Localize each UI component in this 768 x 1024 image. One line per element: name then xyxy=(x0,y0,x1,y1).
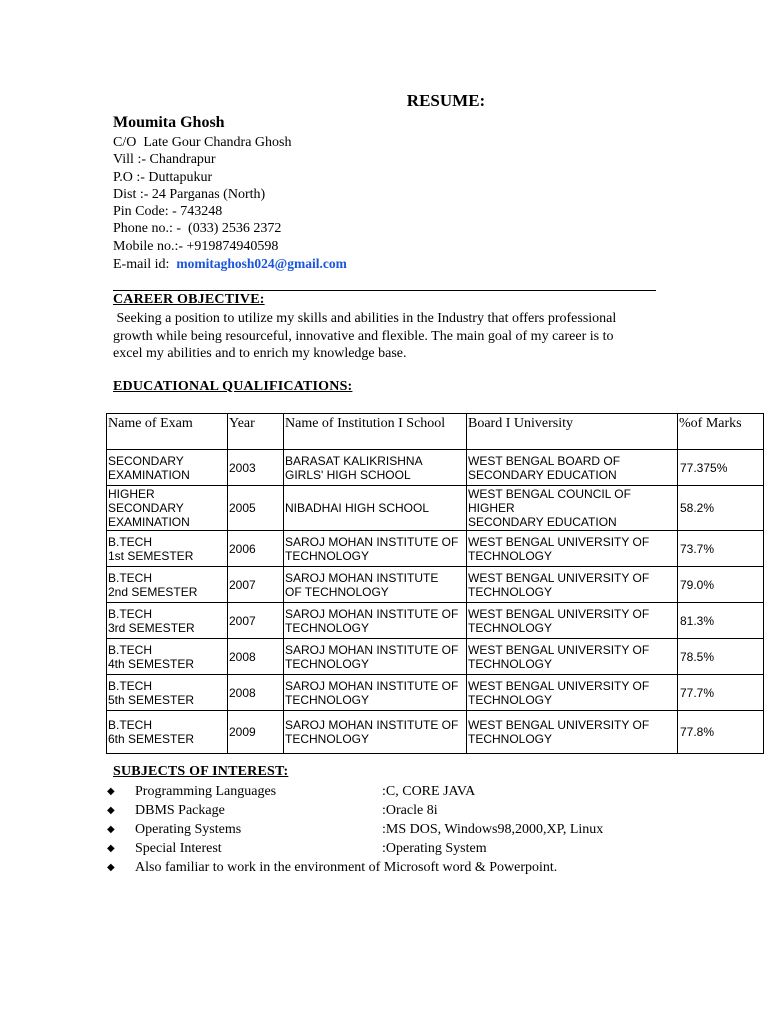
cell-exam: B.TECH 4th SEMESTER xyxy=(107,639,228,675)
cell-exam: SECONDARY EXAMINATION xyxy=(107,450,228,486)
table-row xyxy=(107,711,764,754)
cell-board: WEST BENGAL BOARD OF SECONDARY EDUCATION xyxy=(467,450,678,486)
candidate-name: Moumita Ghosh xyxy=(113,114,225,131)
education-heading: EDUCATIONAL QUALIFICATIONS: xyxy=(113,379,353,394)
objective-line: excel my abilities and to enrich my knowledge base. xyxy=(113,346,407,361)
cell-marks: 77.8% xyxy=(678,711,764,754)
contact-post-office: P.O :- Duttapukur xyxy=(113,169,213,185)
table-header-row xyxy=(107,414,764,450)
table-row xyxy=(107,486,764,531)
cell-year: 2009 xyxy=(228,711,284,754)
cell-board: WEST BENGAL UNIVERSITY OF TECHNOLOGY xyxy=(467,639,678,675)
contact-mobile: Mobile no.:- +919874940598 xyxy=(113,238,279,254)
cell-year: 2008 xyxy=(228,675,284,711)
cell-institution: SAROJ MOHAN INSTITUTE OF TECHNOLOGY xyxy=(284,567,467,603)
cell-marks: 77.7% xyxy=(678,675,764,711)
subject-value: :Operating System xyxy=(382,841,487,856)
cell-marks: 78.5% xyxy=(678,639,764,675)
cell-year: 2005 xyxy=(228,486,284,531)
column-header-exam: Name of Exam xyxy=(107,414,228,450)
cell-board: WEST BENGAL UNIVERSITY OF TECHNOLOGY xyxy=(467,711,678,754)
cell-exam: B.TECH 2nd SEMESTER xyxy=(107,567,228,603)
cell-institution: NIBADHAI HIGH SCHOOL xyxy=(284,486,467,531)
divider xyxy=(113,290,656,291)
cell-exam: B.TECH 3rd SEMESTER xyxy=(107,603,228,639)
diamond-bullet-icon: ◆ xyxy=(107,786,115,797)
email-link[interactable]: momitaghosh024@gmail.com xyxy=(176,256,347,272)
subject-value: :MS DOS, Windows98,2000,XP, Linux xyxy=(382,822,604,837)
cell-year: 2008 xyxy=(228,639,284,675)
cell-year: 2006 xyxy=(228,531,284,567)
diamond-bullet-icon: ◆ xyxy=(107,824,115,835)
cell-exam: HIGHER SECONDARY EXAMINATION xyxy=(107,486,228,531)
cell-marks: 58.2% xyxy=(678,486,764,531)
contact-block xyxy=(113,134,347,273)
career-objective-heading: CAREER OBJECTIVE: xyxy=(113,292,265,307)
objective-line: Seeking a position to utilize my skills and abilities in the Industry that offers professional xyxy=(113,311,617,326)
column-header-year: Year xyxy=(228,414,284,450)
cell-board: WEST BENGAL COUNCIL OF HIGHER SECONDARY EDUCATION xyxy=(467,486,678,531)
diamond-bullet-icon: ◆ xyxy=(107,805,115,816)
subject-value: :Oracle 8i xyxy=(382,803,438,818)
table-row xyxy=(107,567,764,603)
subject-label: Also familiar to work in the environment of Microsoft word & Powerpoint. xyxy=(135,860,558,875)
cell-marks: 79.0% xyxy=(678,567,764,603)
column-header-marks: %of Marks xyxy=(678,414,764,450)
table-row xyxy=(107,639,764,675)
cell-exam: B.TECH 6th SEMESTER xyxy=(107,711,228,754)
cell-board: WEST BENGAL UNIVERSITY OF TECHNOLOGY xyxy=(467,531,678,567)
contact-village: Vill :- Chandrapur xyxy=(113,152,216,168)
cell-institution: BARASAT KALIKRISHNA GIRLS' HIGH SCHOOL xyxy=(284,450,467,486)
contact-district: Dist :- 24 Parganas (North) xyxy=(113,186,266,202)
column-header-institution: Name of Institution I School xyxy=(284,414,467,450)
table-row xyxy=(107,675,764,711)
cell-institution: SAROJ MOHAN INSTITUTE OF TECHNOLOGY xyxy=(284,639,467,675)
cell-marks: 73.7% xyxy=(678,531,764,567)
objective-line: growth while being resourceful, innovative and flexible. The main goal of my career is to xyxy=(113,328,614,344)
career-objective-text xyxy=(113,310,658,363)
table-row xyxy=(107,531,764,567)
subjects-heading: SUBJECTS OF INTEREST: xyxy=(113,764,289,779)
table-row xyxy=(107,603,764,639)
cell-marks: 77.375% xyxy=(678,450,764,486)
cell-year: 2007 xyxy=(228,603,284,639)
cell-board: WEST BENGAL UNIVERSITY OF TECHNOLOGY xyxy=(467,567,678,603)
subject-label: Operating Systems xyxy=(135,822,242,837)
subject-label: Programming Languages xyxy=(135,784,277,799)
diamond-bullet-icon: ◆ xyxy=(107,843,115,854)
cell-institution: SAROJ MOHAN INSTITUTE OF TECHNOLOGY xyxy=(284,603,467,639)
cell-board: WEST BENGAL UNIVERSITY OF TECHNOLOGY xyxy=(467,675,678,711)
cell-year: 2007 xyxy=(228,567,284,603)
diamond-bullet-icon: ◆ xyxy=(107,862,115,873)
table-row xyxy=(107,450,764,486)
cell-exam: B.TECH 5th SEMESTER xyxy=(107,675,228,711)
cell-institution: SAROJ MOHAN INSTITUTE OF TECHNOLOGY xyxy=(284,675,467,711)
cell-institution: SAROJ MOHAN INSTITUTE OF TECHNOLOGY xyxy=(284,711,467,754)
resume-title: RESUME: xyxy=(406,91,486,110)
column-header-board: Board I University xyxy=(467,414,678,450)
cell-board: WEST BENGAL UNIVERSITY OF TECHNOLOGY xyxy=(467,603,678,639)
cell-year: 2003 xyxy=(228,450,284,486)
subject-label: DBMS Package xyxy=(135,803,225,818)
contact-co: C/O Late Gour Chandra Ghosh xyxy=(113,135,292,150)
email-label: E-mail id: xyxy=(113,257,177,273)
contact-pin-code: Pin Code: - 743248 xyxy=(113,204,223,220)
subject-label: Special Interest xyxy=(135,841,222,856)
cell-exam: B.TECH 1st SEMESTER xyxy=(107,531,228,567)
subject-value: :C, CORE JAVA xyxy=(382,784,476,799)
education-table xyxy=(106,413,764,754)
contact-email xyxy=(113,255,347,273)
contact-phone: Phone no.: - (033) 2536 2372 xyxy=(113,221,282,237)
cell-marks: 81.3% xyxy=(678,603,764,639)
cell-institution: SAROJ MOHAN INSTITUTE OF TECHNOLOGY xyxy=(284,531,467,567)
